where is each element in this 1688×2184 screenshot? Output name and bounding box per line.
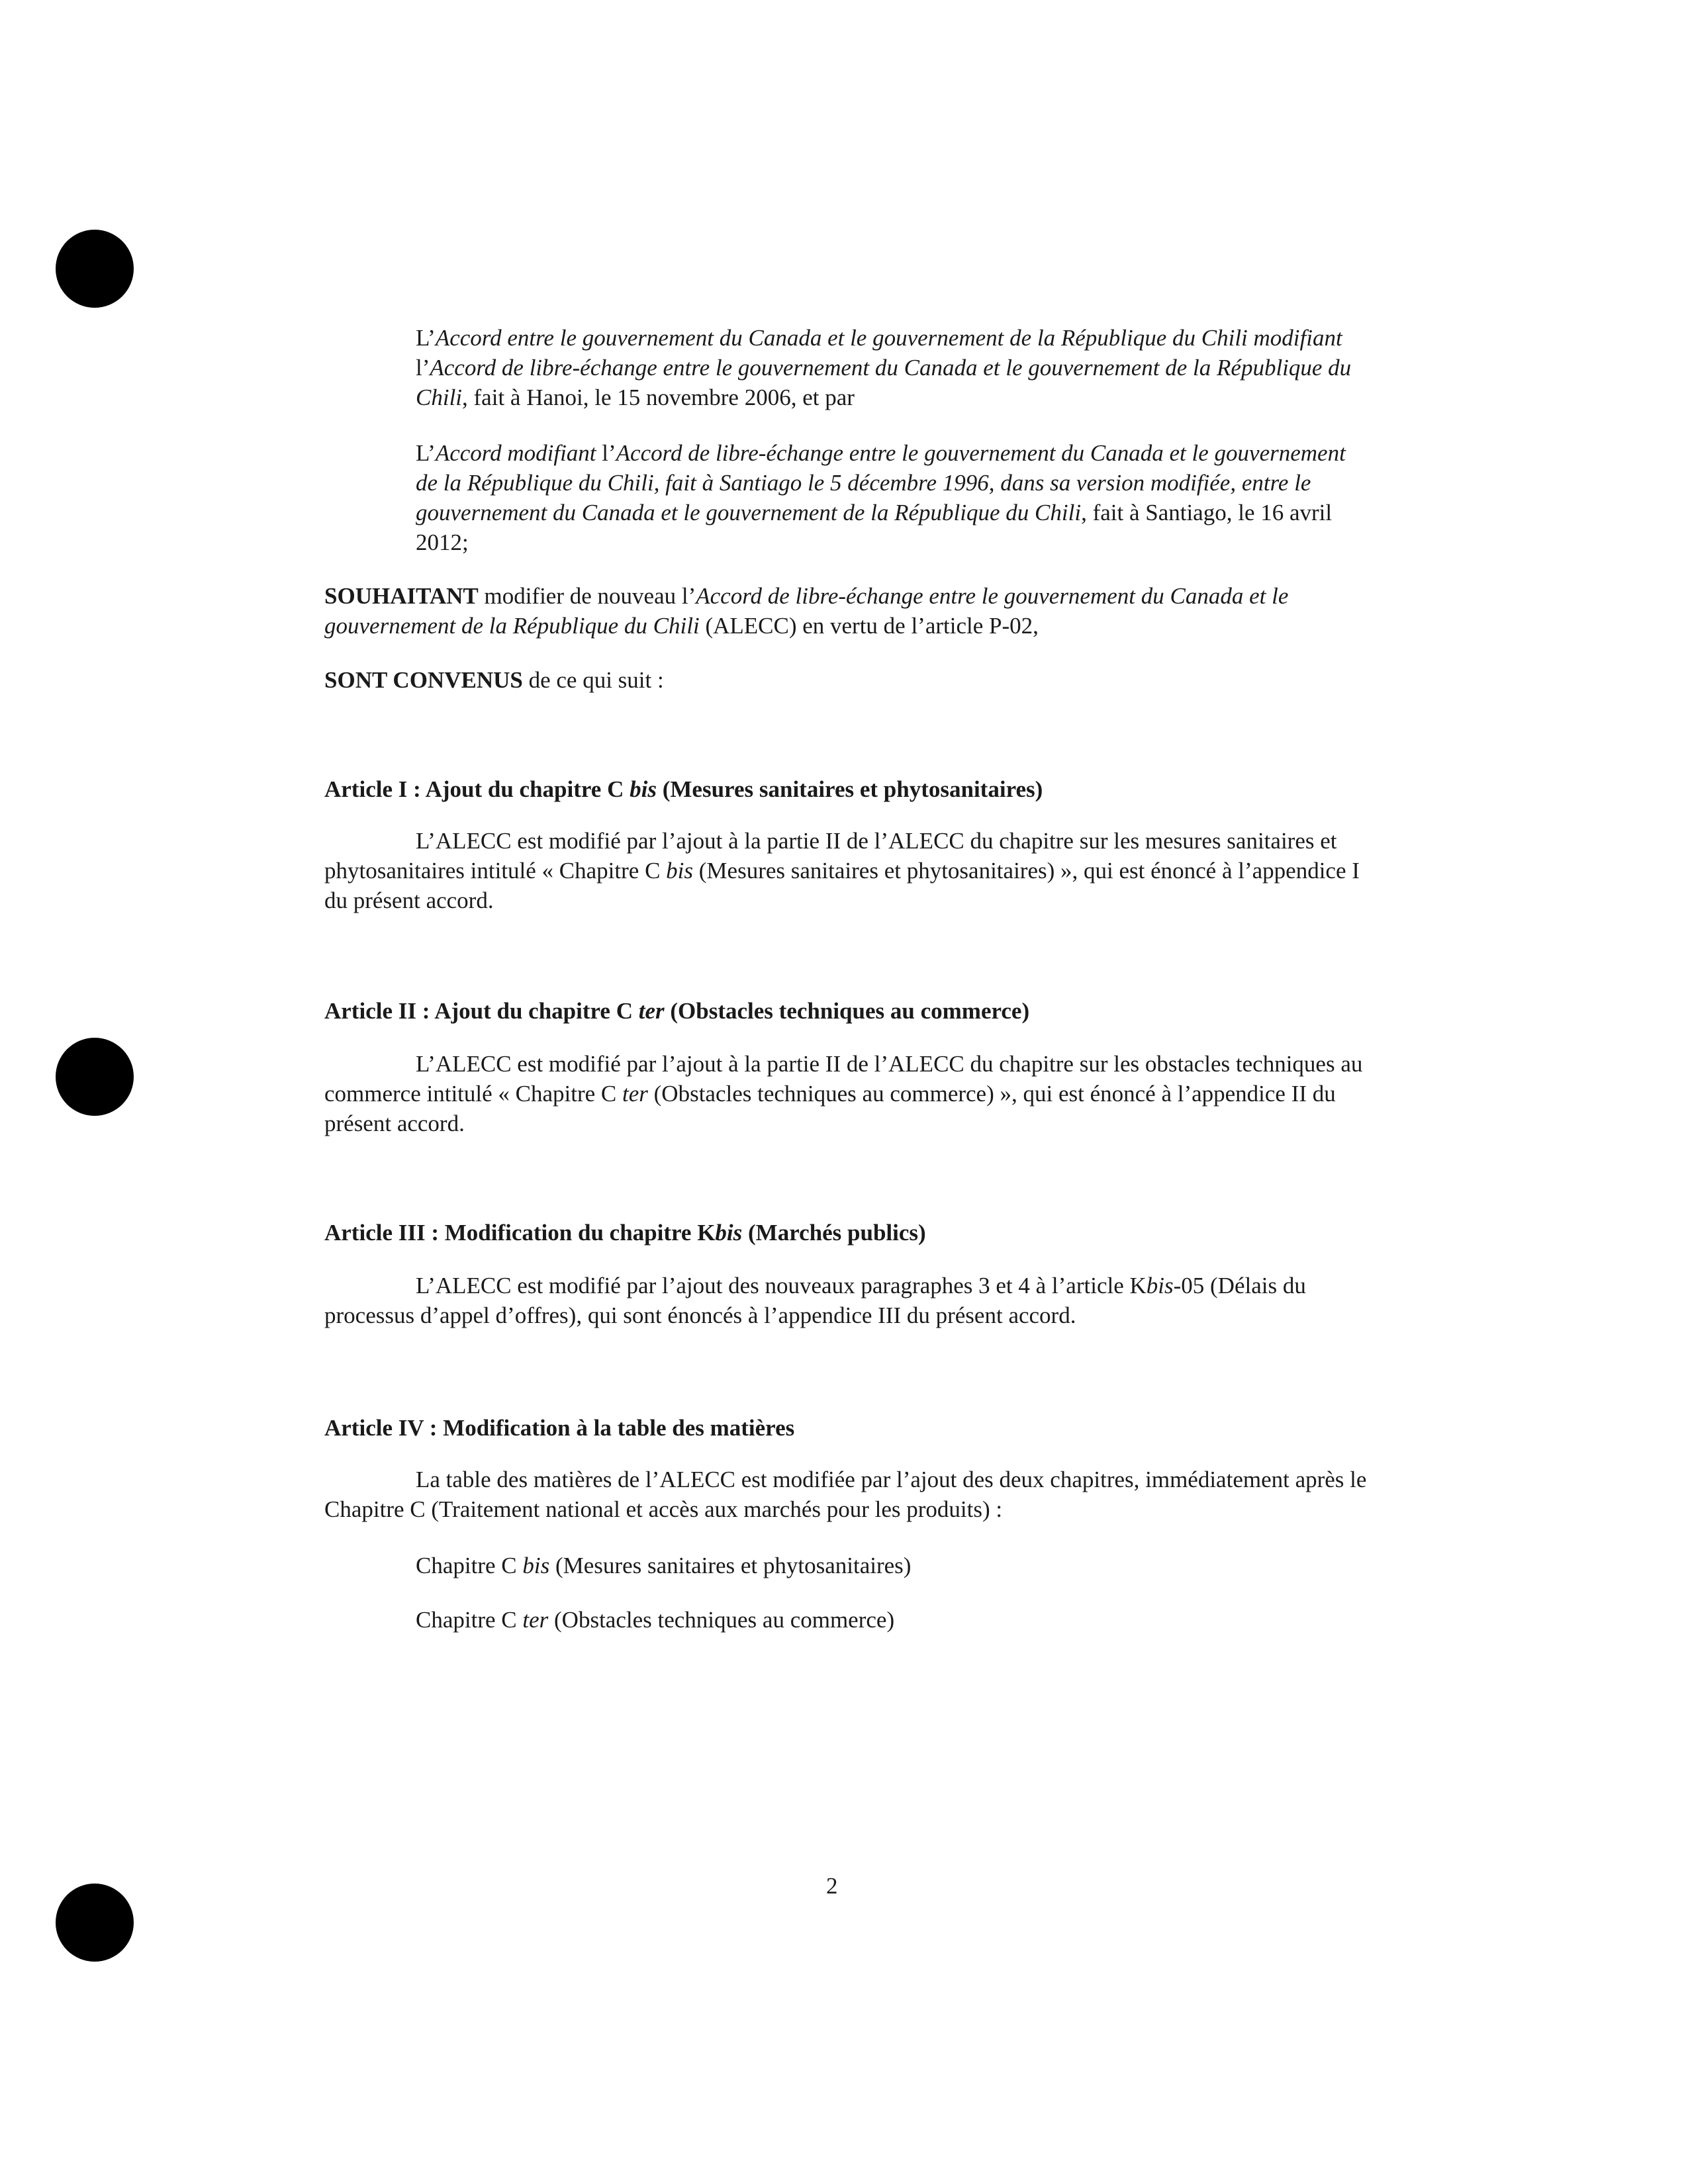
article-2-body [324,1049,1383,1138]
article-3-heading [324,1218,1383,1248]
toc-item-c-bis [416,1551,911,1580]
text: , fait à Hanoi, le 15 novembre 2006, et par [462,385,855,410]
text: L’ALECC est modifié par l’ajout à la partie II de l’ALECC du chapitre sur les obstacles techniques au commerce intitulé « Chapitre C [324,1051,1363,1107]
page-number: 2 [826,1873,838,1899]
text: (Obstacles techniques au commerce) [548,1607,895,1633]
convenus-paragraph [324,665,1383,695]
souhaitant-paragraph [324,581,1383,641]
text: l’ [416,355,430,381]
text: (Mesures sanitaires et phytosanitaires) », qui est énoncé à l’appendice I du présent accord. [324,858,1360,913]
article-1-body [324,826,1383,915]
heading-text: Article I : Ajout du chapitre C [324,776,630,802]
text: Chapitre C [416,1553,523,1578]
text: l’ [596,440,616,466]
text-italic: bis [1146,1273,1174,1298]
text: (ALECC) en vertu de l’article P-02, [699,613,1039,639]
article-1-heading [324,774,1383,804]
intro-paragraph-1 [416,323,1369,412]
article-4-body [324,1465,1383,1524]
heading-text: Article IV : Modification à la table des matières [324,1415,795,1441]
title-italic: Accord de libre-échange entre le gouvernement du Canada et le gouvernement de la République du Chili [416,355,1352,410]
text: L’ [416,440,436,466]
text: L’ [416,325,436,351]
title-italic: Accord de libre-échange entre le gouvernement du Canada et le gouvernement de la République du Chili, fait à Santiago le 5 décembre 1996, dans sa version modifiée, entre le gouvernement du Canada et le gouvernement de la République du Chili [416,440,1346,525]
text-italic: bis [522,1553,550,1578]
text: La table des matières de l’ALECC est modifiée par l’ajout des deux chapitres, immédiatement après le Chapitre C (Traitement national et accès aux marchés pour les produits) : [324,1467,1367,1522]
title-italic: Accord de libre-échange entre le gouvernement du Canada et le gouvernement de la République du Chili [324,583,1289,639]
heading-italic: ter [638,998,665,1024]
text-italic: bis [666,858,694,884]
heading-text: (Marchés publics) [742,1220,926,1246]
text: Chapitre C [416,1607,523,1633]
text: -05 (Délais du processus d’appel d’offres), qui sont énoncés à l’appendice III du présent accord. [324,1273,1306,1328]
binder-hole-top [56,230,134,308]
heading-text: (Obstacles techniques au commerce) [664,998,1030,1024]
toc-item-c-ter [416,1605,894,1635]
text-italic: ter [622,1081,648,1107]
heading-italic: bis [630,776,657,802]
heading-text: (Mesures sanitaires et phytosanitaires) [656,776,1043,802]
text: modifier de nouveau l’ [478,583,696,609]
heading-text: Article II : Ajout du chapitre C [324,998,639,1024]
heading-text: Article III : Modification du chapitre K [324,1220,716,1246]
text: de ce qui suit : [522,667,664,693]
text-italic: ter [522,1607,549,1633]
binder-hole-bottom [56,1884,134,1962]
title-italic: Accord modifiant [435,440,596,466]
text: (Obstacles techniques au commerce) », qui est énoncé à l’appendice II du présent accord. [324,1081,1336,1136]
intro-paragraph-2 [416,438,1369,557]
text: L’ALECC est modifié par l’ajout des nouveaux paragraphes 3 et 4 à l’article K [416,1273,1147,1298]
article-3-body [324,1271,1383,1330]
heading-italic: bis [715,1220,743,1246]
article-2-heading [324,996,1383,1026]
article-4-heading [324,1413,1383,1443]
title-italic: Accord entre le gouvernement du Canada et le gouvernement de la République du Chili modifiant [435,325,1342,351]
text: (Mesures sanitaires et phytosanitaires) [549,1553,912,1578]
text: , fait à Santiago, le 16 avril 2012; [416,500,1333,555]
keyword-bold: SONT CONVENUS [324,667,523,693]
keyword-bold: SOUHAITANT [324,583,479,609]
text: L’ALECC est modifié par l’ajout à la partie II de l’ALECC du chapitre sur les mesures sanitaires et phytosanitaires intitulé « Chapitre C [324,828,1337,884]
binder-hole-middle [56,1038,134,1116]
